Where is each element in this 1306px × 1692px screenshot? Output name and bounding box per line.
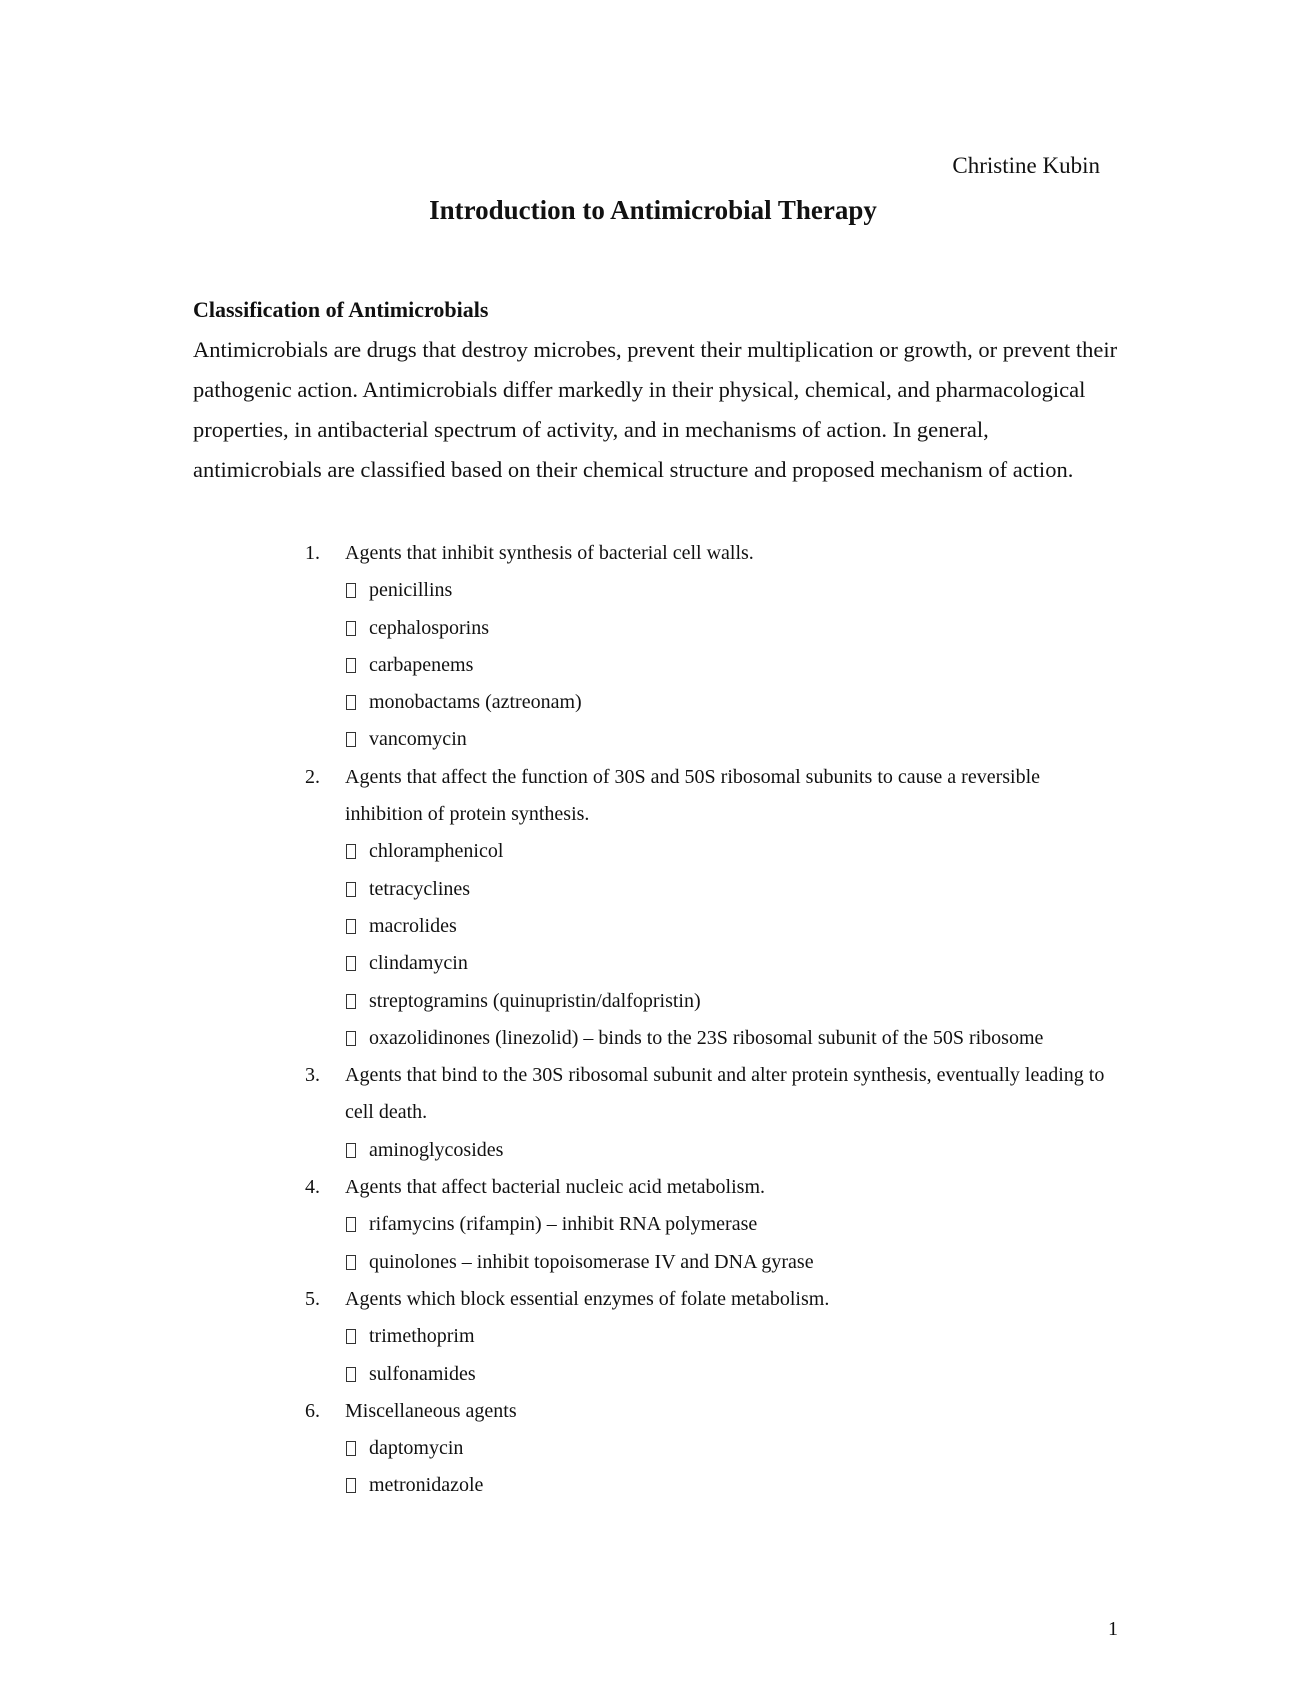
drug-list xyxy=(345,1206,1105,1281)
drug-name: chloramphenicol xyxy=(369,840,504,863)
drug-name: carbapenems xyxy=(369,653,474,676)
drug-list xyxy=(345,1132,1105,1169)
document-title: Introduction to Antimicrobial Therapy xyxy=(429,195,877,225)
list-group-text: Agents that affect the function of 30S and 50S ribosomal subunits to cause a reversible inhibition of protein synthesis. xyxy=(345,765,1041,826)
drug-name: sulfonamides xyxy=(369,1362,476,1385)
square-bullet-icon xyxy=(346,1031,356,1046)
drug-name: quinolones – inhibit topoisomerase IV and DNA gyrase xyxy=(369,1250,814,1273)
square-bullet-icon xyxy=(346,882,356,897)
list-item xyxy=(345,1020,1105,1057)
list-group-text: Agents that bind to the 30S ribosomal subunit and alter protein synthesis, eventually leading to cell death. xyxy=(345,1064,1105,1124)
square-bullet-icon xyxy=(346,919,356,934)
page-number: 1 xyxy=(1108,1618,1118,1640)
square-bullet-icon xyxy=(346,1367,356,1382)
classification-list xyxy=(305,535,1105,1505)
drug-list xyxy=(345,1430,1105,1505)
drug-list xyxy=(345,833,1105,1057)
intro-paragraph: Antimicrobials are drugs that destroy microbes, prevent their multiplication or growth, or prevent their pathogenic action. Antimicrobials differ markedly in their physical, chemical, and pharmacological properties, in antibacterial spectrum of activity, and in mechanisms of action. In general, antimicrobials are classified based on their chemical structure and proposed mechanism of action. xyxy=(193,337,1118,482)
drug-name: daptomycin xyxy=(369,1437,464,1460)
list-group-3 xyxy=(305,1057,1105,1169)
square-bullet-icon xyxy=(346,732,356,747)
section-heading: Classification of Antimicrobials xyxy=(193,297,489,322)
square-bullet-icon xyxy=(346,1329,356,1344)
list-item xyxy=(345,871,1105,908)
square-bullet-icon xyxy=(346,621,356,636)
square-bullet-icon xyxy=(346,695,356,710)
drug-name: metronidazole xyxy=(369,1474,484,1497)
list-group-5 xyxy=(305,1281,1105,1393)
drug-name: clindamycin xyxy=(369,952,468,975)
list-number: 5. xyxy=(305,1287,320,1310)
list-number: 6. xyxy=(305,1399,320,1422)
square-bullet-icon xyxy=(346,1255,356,1270)
list-item xyxy=(345,833,1105,870)
list-item xyxy=(345,1430,1105,1467)
list-item xyxy=(345,721,1105,758)
drug-name: oxazolidinones (linezolid) – binds to the 23S ribosomal subunit of the 50S ribosome xyxy=(369,1026,1044,1049)
square-bullet-icon xyxy=(346,658,356,673)
list-item xyxy=(345,1244,1105,1281)
square-bullet-icon xyxy=(346,1143,356,1158)
drug-name: vancomycin xyxy=(369,728,467,751)
list-number: 2. xyxy=(305,765,320,788)
list-group-text: Agents that affect bacterial nucleic acid metabolism. xyxy=(345,1176,766,1199)
list-number: 4. xyxy=(305,1176,320,1199)
list-item xyxy=(345,647,1105,684)
drug-list xyxy=(345,1318,1105,1393)
list-item xyxy=(345,684,1105,721)
drug-name: aminoglycosides xyxy=(369,1138,504,1161)
author-name: Christine Kubin xyxy=(952,153,1100,178)
list-number: 3. xyxy=(305,1064,320,1087)
list-item xyxy=(345,1467,1105,1504)
drug-name: cephalosporins xyxy=(369,616,489,639)
drug-name: monobactams (aztreonam) xyxy=(369,691,582,714)
list-group-6 xyxy=(305,1393,1105,1505)
list-item xyxy=(345,1318,1105,1355)
list-item xyxy=(345,1132,1105,1169)
drug-name: macrolides xyxy=(369,914,457,937)
list-item xyxy=(345,1206,1105,1243)
drug-name: rifamycins (rifampin) – inhibit RNA polymerase xyxy=(369,1213,758,1236)
list-item xyxy=(345,908,1105,945)
square-bullet-icon xyxy=(346,956,356,971)
list-group-text: Agents which block essential enzymes of folate metabolism. xyxy=(345,1287,830,1310)
list-group-4 xyxy=(305,1169,1105,1281)
square-bullet-icon xyxy=(346,583,356,598)
drug-name: trimethoprim xyxy=(369,1325,475,1348)
drug-name: streptogramins (quinupristin/dalfopristin) xyxy=(369,989,701,1012)
list-group-text: Agents that inhibit synthesis of bacterial cell walls. xyxy=(345,542,754,564)
square-bullet-icon xyxy=(346,1478,356,1493)
list-group-1 xyxy=(305,535,1105,759)
list-item xyxy=(345,610,1105,647)
square-bullet-icon xyxy=(346,1217,356,1232)
list-item xyxy=(345,983,1105,1020)
drug-list xyxy=(345,572,1105,758)
drug-name: tetracyclines xyxy=(369,877,471,900)
list-item xyxy=(345,945,1105,982)
square-bullet-icon xyxy=(346,844,356,859)
square-bullet-icon xyxy=(346,994,356,1009)
list-item xyxy=(345,1356,1105,1393)
list-number: 1. xyxy=(305,542,320,564)
list-group-2 xyxy=(305,759,1105,1057)
square-bullet-icon xyxy=(346,1441,356,1456)
list-group-text: Miscellaneous agents xyxy=(345,1399,517,1422)
drug-name: penicillins xyxy=(369,579,453,602)
list-item xyxy=(345,572,1105,609)
